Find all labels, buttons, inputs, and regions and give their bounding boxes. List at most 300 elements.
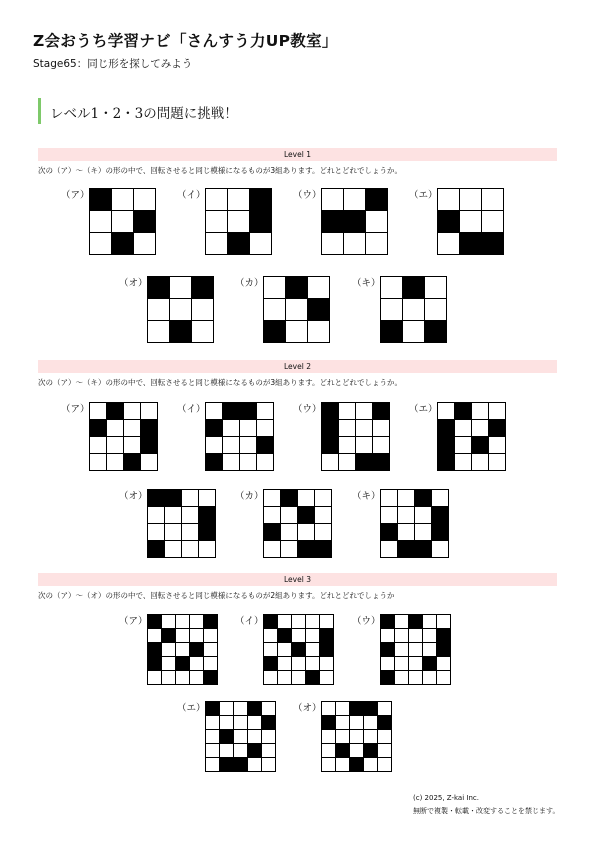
grid-cell-empty xyxy=(162,643,176,657)
grid-cell-empty xyxy=(366,233,388,255)
grid-cell-empty xyxy=(148,629,162,643)
grid-cell-filled xyxy=(350,702,364,716)
level-instruction: 次の（ア）〜（キ）の形の中で、回転させると同じ模様になるものが3組あります。どれとどれでしょうか。 xyxy=(38,166,403,175)
grid-cell-empty xyxy=(364,730,378,744)
grid-cell-empty xyxy=(415,524,432,541)
grid-cell-filled xyxy=(204,615,218,629)
grid-cell-empty xyxy=(234,702,248,716)
grid-cell-filled xyxy=(322,403,339,420)
grid-cell-empty xyxy=(482,189,504,211)
puzzle-label: （オ） xyxy=(293,703,322,714)
grid-cell-empty xyxy=(336,730,350,744)
grid-cell-empty xyxy=(165,507,182,524)
grid-cell-empty xyxy=(124,437,141,454)
grid-cell-empty xyxy=(220,702,234,716)
grid-cell-filled xyxy=(398,541,415,558)
grid-cell-filled xyxy=(165,490,182,507)
grid-cell-filled xyxy=(322,211,344,233)
grid-cell-empty xyxy=(425,277,447,299)
grid-cell-filled xyxy=(170,321,192,343)
grid-cell-empty xyxy=(315,490,332,507)
grid-cell-filled xyxy=(278,629,292,643)
grid-cell-empty xyxy=(381,657,395,671)
grid-cell-empty xyxy=(320,671,334,685)
grid-cell-empty xyxy=(403,321,425,343)
grid-cell-filled xyxy=(298,541,315,558)
grid-cell-empty xyxy=(206,437,223,454)
puzzle-label: （カ） xyxy=(235,278,264,289)
grid-cell-filled xyxy=(364,744,378,758)
grid-cell-filled xyxy=(234,758,248,772)
grid-cell-empty xyxy=(250,233,272,255)
puzzle-grid xyxy=(263,276,330,343)
puzzle-grid xyxy=(147,614,218,685)
grid-cell-empty xyxy=(344,189,366,211)
grid-cell-empty xyxy=(432,490,449,507)
grid-cell-empty xyxy=(398,524,415,541)
grid-cell-filled xyxy=(124,454,141,471)
grid-cell-empty xyxy=(148,507,165,524)
grid-cell-empty xyxy=(306,615,320,629)
grid-cell-empty xyxy=(190,615,204,629)
grid-cell-filled xyxy=(240,403,257,420)
grid-cell-empty xyxy=(148,524,165,541)
grid-cell-filled xyxy=(112,233,134,255)
puzzle-grid xyxy=(437,402,506,471)
level-band xyxy=(38,148,557,161)
grid-cell-empty xyxy=(489,454,506,471)
grid-cell-empty xyxy=(257,454,274,471)
grid-cell-empty xyxy=(320,657,334,671)
grid-cell-empty xyxy=(206,716,220,730)
grid-cell-empty xyxy=(339,403,356,420)
grid-cell-empty xyxy=(395,671,409,685)
grid-cell-empty xyxy=(336,716,350,730)
grid-cell-empty xyxy=(344,233,366,255)
puzzle-label: （カ） xyxy=(235,491,264,502)
grid-cell-filled xyxy=(373,403,390,420)
grid-cell-filled xyxy=(425,321,447,343)
puzzle-label: （ウ） xyxy=(293,404,322,415)
grid-cell-empty xyxy=(415,507,432,524)
grid-cell-empty xyxy=(460,189,482,211)
level-label: Level 3 xyxy=(284,575,311,584)
grid-cell-empty xyxy=(472,454,489,471)
grid-cell-empty xyxy=(176,643,190,657)
grid-cell-empty xyxy=(148,321,170,343)
grid-cell-empty xyxy=(182,541,199,558)
grid-cell-empty xyxy=(90,403,107,420)
grid-cell-empty xyxy=(308,277,330,299)
grid-cell-empty xyxy=(278,671,292,685)
puzzle-grid xyxy=(205,402,274,471)
grid-cell-empty xyxy=(206,189,228,211)
puzzle-grid xyxy=(380,489,449,558)
grid-cell-filled xyxy=(262,716,276,730)
level-instruction: 次の（ア）〜（オ）の形の中で、回転させると同じ模様になるものが2組あります。どれとどれでしょうか xyxy=(38,591,395,600)
grid-cell-empty xyxy=(264,541,281,558)
grid-cell-empty xyxy=(206,744,220,758)
grid-cell-filled xyxy=(320,629,334,643)
grid-cell-filled xyxy=(381,615,395,629)
grid-cell-empty xyxy=(264,490,281,507)
grid-cell-filled xyxy=(148,615,162,629)
grid-cell-empty xyxy=(339,454,356,471)
grid-cell-filled xyxy=(366,189,388,211)
grid-cell-filled xyxy=(90,189,112,211)
grid-cell-empty xyxy=(112,211,134,233)
puzzle-grid xyxy=(263,489,332,558)
grid-cell-empty xyxy=(322,702,336,716)
grid-cell-empty xyxy=(339,437,356,454)
grid-cell-filled xyxy=(190,643,204,657)
grid-cell-empty xyxy=(162,615,176,629)
grid-cell-filled xyxy=(199,507,216,524)
grid-cell-empty xyxy=(257,420,274,437)
grid-cell-empty xyxy=(356,403,373,420)
level-label: Level 2 xyxy=(284,362,311,371)
grid-cell-empty xyxy=(366,211,388,233)
grid-cell-filled xyxy=(315,541,332,558)
grid-cell-empty xyxy=(432,541,449,558)
puzzle-grid xyxy=(380,276,447,343)
grid-cell-empty xyxy=(176,629,190,643)
grid-cell-empty xyxy=(281,524,298,541)
grid-cell-empty xyxy=(206,730,220,744)
grid-cell-empty xyxy=(373,420,390,437)
grid-cell-empty xyxy=(228,211,250,233)
grid-cell-filled xyxy=(257,437,274,454)
grid-cell-filled xyxy=(281,490,298,507)
grid-cell-filled xyxy=(204,671,218,685)
grid-cell-empty xyxy=(264,643,278,657)
puzzle-grid xyxy=(205,188,272,255)
grid-cell-filled xyxy=(250,189,272,211)
grid-cell-empty xyxy=(204,629,218,643)
grid-cell-filled xyxy=(460,233,482,255)
grid-cell-empty xyxy=(455,437,472,454)
section-heading: レベル1・2・3の問題に挑戦！ xyxy=(50,106,238,122)
level-band xyxy=(38,573,557,586)
level-label: Level 1 xyxy=(284,150,311,159)
grid-cell-empty xyxy=(234,744,248,758)
grid-cell-empty xyxy=(262,702,276,716)
grid-cell-filled xyxy=(423,657,437,671)
grid-cell-empty xyxy=(489,437,506,454)
grid-cell-empty xyxy=(223,420,240,437)
grid-cell-empty xyxy=(322,454,339,471)
grid-cell-empty xyxy=(206,403,223,420)
grid-cell-empty xyxy=(460,211,482,233)
puzzle-label: （ア） xyxy=(61,404,90,415)
grid-cell-empty xyxy=(165,524,182,541)
grid-cell-filled xyxy=(148,277,170,299)
grid-cell-filled xyxy=(320,643,334,657)
puzzle-label: （エ） xyxy=(177,703,206,714)
grid-cell-empty xyxy=(306,657,320,671)
grid-cell-empty xyxy=(409,643,423,657)
puzzle-label: （キ） xyxy=(352,491,381,502)
puzzle-label: （オ） xyxy=(119,278,148,289)
grid-cell-empty xyxy=(425,299,447,321)
grid-cell-empty xyxy=(206,211,228,233)
grid-cell-filled xyxy=(438,437,455,454)
grid-cell-filled xyxy=(286,277,308,299)
grid-cell-empty xyxy=(378,702,392,716)
grid-cell-empty xyxy=(90,437,107,454)
grid-cell-filled xyxy=(364,702,378,716)
grid-cell-empty xyxy=(264,507,281,524)
grid-cell-empty xyxy=(248,716,262,730)
grid-cell-empty xyxy=(395,643,409,657)
grid-cell-empty xyxy=(107,454,124,471)
grid-cell-empty xyxy=(170,299,192,321)
grid-cell-filled xyxy=(206,420,223,437)
grid-cell-empty xyxy=(356,420,373,437)
grid-cell-empty xyxy=(356,437,373,454)
grid-cell-filled xyxy=(228,233,250,255)
grid-cell-empty xyxy=(381,507,398,524)
grid-cell-empty xyxy=(292,629,306,643)
grid-cell-filled xyxy=(148,490,165,507)
grid-cell-empty xyxy=(322,730,336,744)
grid-cell-filled xyxy=(141,420,158,437)
grid-cell-empty xyxy=(223,437,240,454)
grid-cell-empty xyxy=(240,420,257,437)
grid-cell-filled xyxy=(148,643,162,657)
grid-cell-empty xyxy=(438,233,460,255)
puzzle-grid xyxy=(147,276,214,343)
grid-cell-empty xyxy=(322,758,336,772)
grid-cell-empty xyxy=(409,657,423,671)
grid-cell-empty xyxy=(381,490,398,507)
grid-cell-empty xyxy=(298,490,315,507)
grid-cell-filled xyxy=(220,730,234,744)
grid-cell-filled xyxy=(192,277,214,299)
grid-cell-filled xyxy=(322,420,339,437)
grid-cell-empty xyxy=(162,657,176,671)
grid-cell-filled xyxy=(134,211,156,233)
puzzle-label: （エ） xyxy=(409,404,438,415)
puzzle-label: （ア） xyxy=(119,616,148,627)
grid-cell-empty xyxy=(350,730,364,744)
grid-cell-filled xyxy=(415,541,432,558)
grid-cell-empty xyxy=(336,702,350,716)
grid-cell-empty xyxy=(281,507,298,524)
grid-cell-filled xyxy=(308,299,330,321)
grid-cell-empty xyxy=(308,321,330,343)
grid-cell-empty xyxy=(482,211,504,233)
grid-cell-empty xyxy=(182,524,199,541)
grid-cell-empty xyxy=(395,657,409,671)
grid-cell-empty xyxy=(182,490,199,507)
grid-cell-empty xyxy=(134,189,156,211)
grid-cell-filled xyxy=(378,716,392,730)
grid-cell-empty xyxy=(192,299,214,321)
grid-cell-empty xyxy=(206,758,220,772)
grid-cell-filled xyxy=(264,524,281,541)
grid-cell-filled xyxy=(306,671,320,685)
grid-cell-empty xyxy=(381,277,403,299)
grid-cell-empty xyxy=(298,524,315,541)
grid-cell-filled xyxy=(381,671,395,685)
grid-cell-filled xyxy=(298,507,315,524)
grid-cell-empty xyxy=(398,507,415,524)
grid-cell-empty xyxy=(378,744,392,758)
grid-cell-empty xyxy=(141,403,158,420)
grid-cell-filled xyxy=(206,454,223,471)
grid-cell-empty xyxy=(423,671,437,685)
grid-cell-filled xyxy=(482,233,504,255)
grid-cell-empty xyxy=(315,524,332,541)
grid-cell-empty xyxy=(455,420,472,437)
grid-cell-filled xyxy=(344,211,366,233)
grid-cell-empty xyxy=(190,657,204,671)
grid-cell-filled xyxy=(148,541,165,558)
puzzle-grid xyxy=(321,402,390,471)
grid-cell-empty xyxy=(437,671,451,685)
grid-cell-filled xyxy=(248,744,262,758)
puzzle-grid xyxy=(147,489,216,558)
puzzle-grid xyxy=(89,402,158,471)
grid-cell-filled xyxy=(107,403,124,420)
puzzle-label: （オ） xyxy=(119,491,148,502)
puzzle-label: （イ） xyxy=(235,616,264,627)
puzzle-label: （イ） xyxy=(177,404,206,415)
grid-cell-empty xyxy=(264,299,286,321)
grid-cell-empty xyxy=(381,299,403,321)
grid-cell-filled xyxy=(336,744,350,758)
puzzle-label: （キ） xyxy=(352,278,381,289)
grid-cell-filled xyxy=(220,758,234,772)
grid-cell-filled xyxy=(381,524,398,541)
grid-cell-filled xyxy=(437,629,451,643)
puzzle-label: （ウ） xyxy=(352,616,381,627)
grid-cell-empty xyxy=(381,629,395,643)
grid-cell-filled xyxy=(472,437,489,454)
grid-cell-filled xyxy=(264,321,286,343)
grid-cell-empty xyxy=(378,730,392,744)
grid-cell-filled xyxy=(292,643,306,657)
grid-cell-empty xyxy=(190,671,204,685)
grid-cell-empty xyxy=(257,403,274,420)
grid-cell-filled xyxy=(264,615,278,629)
grid-cell-empty xyxy=(248,730,262,744)
grid-cell-filled xyxy=(373,454,390,471)
grid-cell-empty xyxy=(315,507,332,524)
grid-cell-empty xyxy=(112,189,134,211)
grid-cell-empty xyxy=(228,189,250,211)
grid-cell-filled xyxy=(141,437,158,454)
grid-cell-empty xyxy=(364,716,378,730)
puzzle-grid xyxy=(321,188,388,255)
grid-cell-filled xyxy=(206,702,220,716)
grid-cell-empty xyxy=(320,615,334,629)
grid-cell-empty xyxy=(438,189,460,211)
puzzle-grid xyxy=(205,701,276,772)
grid-cell-empty xyxy=(162,671,176,685)
grid-cell-filled xyxy=(350,758,364,772)
grid-cell-empty xyxy=(148,671,162,685)
grid-cell-empty xyxy=(192,321,214,343)
grid-cell-empty xyxy=(292,671,306,685)
grid-cell-empty xyxy=(107,420,124,437)
grid-cell-empty xyxy=(409,629,423,643)
grid-cell-empty xyxy=(141,454,158,471)
grid-cell-empty xyxy=(264,629,278,643)
grid-cell-empty xyxy=(423,643,437,657)
grid-cell-empty xyxy=(264,277,286,299)
grid-cell-filled xyxy=(322,437,339,454)
grid-cell-empty xyxy=(240,437,257,454)
grid-cell-filled xyxy=(409,615,423,629)
grid-cell-empty xyxy=(322,744,336,758)
grid-cell-filled xyxy=(381,643,395,657)
level-instruction: 次の（ア）〜（キ）の形の中で、回転させると同じ模様になるものが3組あります。どれとどれでしょうか。 xyxy=(38,378,403,387)
grid-cell-empty xyxy=(262,758,276,772)
grid-cell-filled xyxy=(264,657,278,671)
grid-cell-empty xyxy=(364,758,378,772)
grid-cell-empty xyxy=(220,716,234,730)
puzzle-label: （イ） xyxy=(177,190,206,201)
grid-cell-filled xyxy=(438,454,455,471)
grid-cell-empty xyxy=(306,643,320,657)
grid-cell-filled xyxy=(432,524,449,541)
grid-cell-empty xyxy=(206,233,228,255)
grid-cell-empty xyxy=(182,507,199,524)
grid-cell-empty xyxy=(350,716,364,730)
puzzle-grid xyxy=(321,701,392,772)
grid-cell-filled xyxy=(438,420,455,437)
puzzle-grid xyxy=(380,614,451,685)
grid-cell-empty xyxy=(223,454,240,471)
grid-cell-empty xyxy=(339,420,356,437)
grid-cell-empty xyxy=(409,671,423,685)
footer-copyright: (c) 2025, Z-kai Inc. xyxy=(413,794,479,802)
grid-cell-filled xyxy=(162,629,176,643)
grid-cell-empty xyxy=(489,403,506,420)
grid-cell-empty xyxy=(240,454,257,471)
puzzle-grid xyxy=(263,614,334,685)
grid-cell-filled xyxy=(415,490,432,507)
grid-cell-empty xyxy=(336,758,350,772)
grid-cell-empty xyxy=(190,629,204,643)
grid-cell-empty xyxy=(234,730,248,744)
grid-cell-empty xyxy=(90,211,112,233)
grid-cell-empty xyxy=(378,758,392,772)
grid-cell-filled xyxy=(381,321,403,343)
grid-cell-empty xyxy=(350,744,364,758)
grid-cell-empty xyxy=(148,299,170,321)
grid-cell-empty xyxy=(199,541,216,558)
grid-cell-empty xyxy=(107,437,124,454)
grid-cell-filled xyxy=(403,277,425,299)
grid-cell-empty xyxy=(234,716,248,730)
grid-cell-filled xyxy=(438,211,460,233)
grid-cell-empty xyxy=(373,437,390,454)
grid-cell-filled xyxy=(248,702,262,716)
page-subtitle: Stage65：同じ形を探してみよう xyxy=(33,58,193,70)
grid-cell-empty xyxy=(220,744,234,758)
grid-cell-empty xyxy=(322,233,344,255)
grid-cell-empty xyxy=(134,233,156,255)
grid-cell-filled xyxy=(432,507,449,524)
grid-cell-empty xyxy=(124,420,141,437)
grid-cell-empty xyxy=(423,615,437,629)
grid-cell-empty xyxy=(124,403,141,420)
grid-cell-empty xyxy=(281,541,298,558)
grid-cell-empty xyxy=(306,629,320,643)
